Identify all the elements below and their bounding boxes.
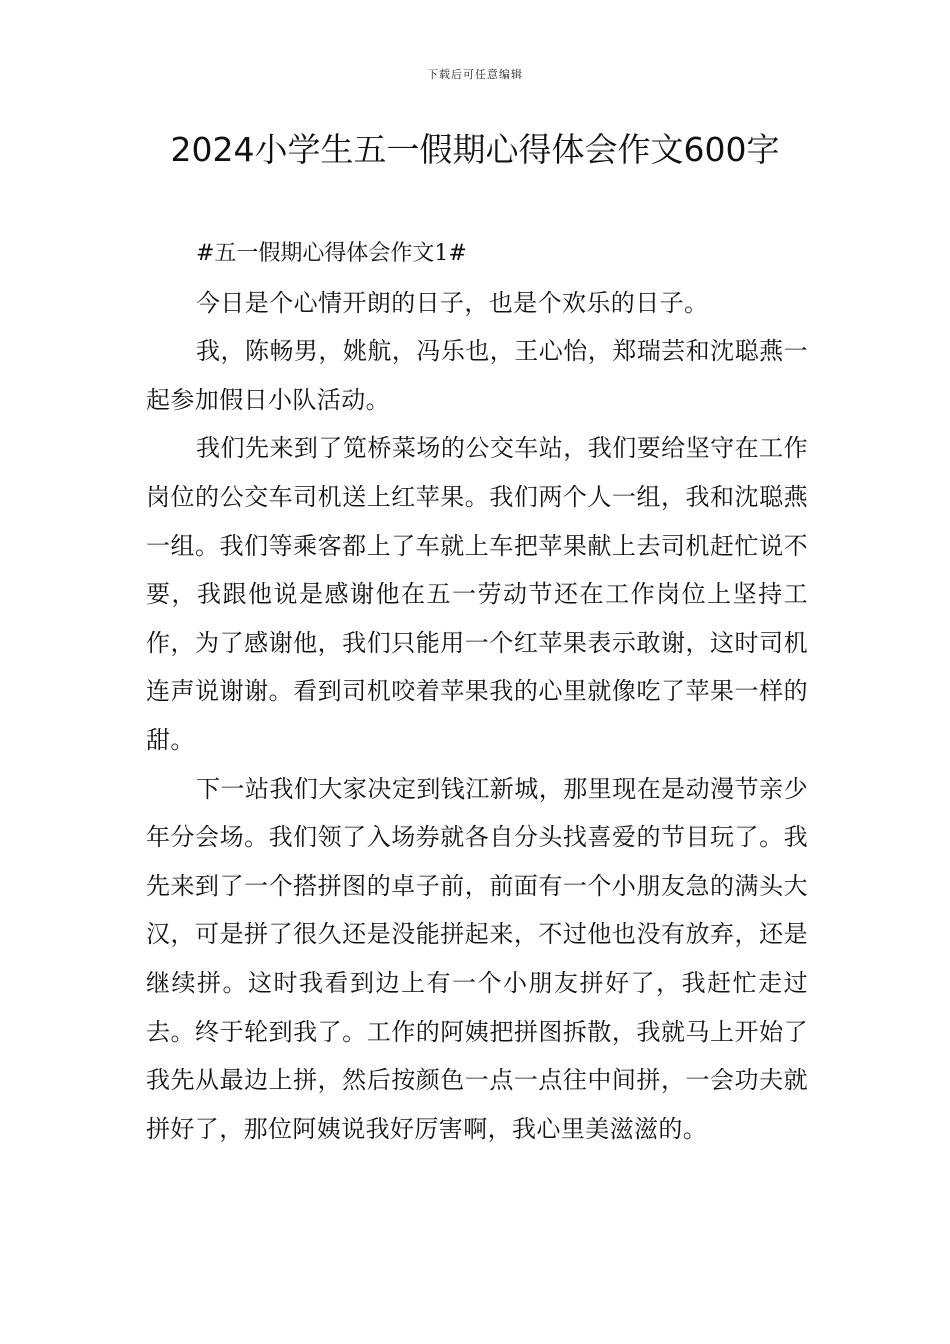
paragraph: 今日是个心情开朗的日子，也是个欢乐的日子。	[196, 288, 709, 317]
paragraph: 下一站我们大家决定到钱江新城，那里现在是动漫节亲少年分会场。我们领了入场券就各自分头找喜爱的节目玩了。我先来到了一个搭拼图的卓子前，前面有一个小朋友急的满头大汉，可是拼了很久还是没能拼起来，不过他也没有放弃，还是继续拼。这时我看到边上有一个小朋友拼好了，我赶忙走过去。终于轮到我了。工作的阿姨把拼图拆散，我就马上开始了我先从最边上拼，然后按颜色一点一点往中间拼，一会功夫就拼好了，那位阿姨说我好厉害啊，我心里美滋滋的。	[146, 774, 808, 1143]
document-body	[146, 230, 808, 1153]
header-note: 下载后可任意编辑	[427, 68, 523, 81]
paragraph: 我们先来到了笕桥菜场的公交车站，我们要给坚守在工作岗位的公交车司机送上红苹果。我们两个人一组，我和沈聪燕一组。我们等乘客都上了车就上车把苹果献上去司机赶忙说不要，我跟他说是感谢他在五一劳动节还在工作岗位上坚持工作，为了感谢他，我们只能用一个红苹果表示敢谢，这时司机连声说谢谢。看到司机咬着苹果我的心里就像吃了苹果一样的甜。	[146, 434, 808, 754]
document-title: 2024小学生五一假期心得体会作文600字	[170, 130, 780, 169]
paragraph: 我，陈畅男，姚航，冯乐也，王心怡，郑瑞芸和沈聪燕一起参加假日小队活动。	[146, 337, 808, 414]
section-heading: #五一假期心得体会作文1#	[196, 241, 467, 266]
